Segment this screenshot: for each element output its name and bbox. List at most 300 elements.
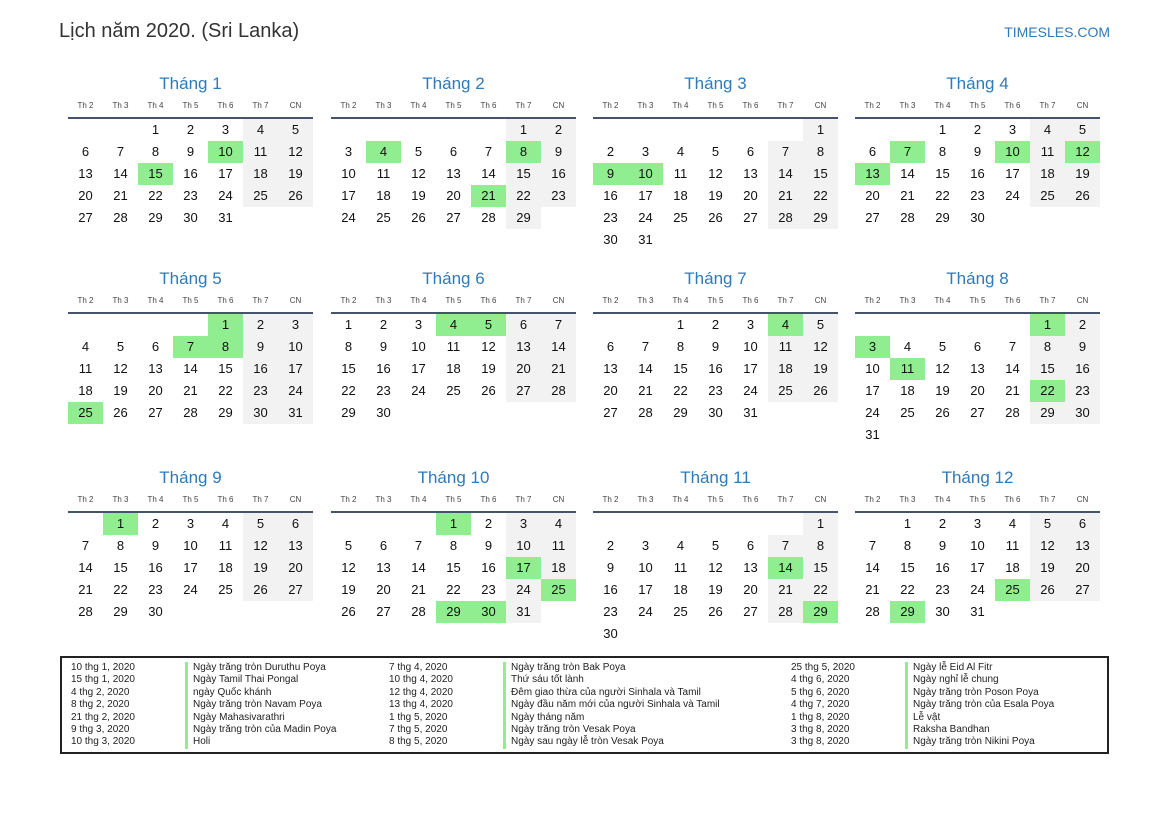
date-cell: 12 <box>935 361 950 376</box>
weekend-date: 2 <box>1065 314 1100 336</box>
weekday-header <box>68 99 313 113</box>
weekend-date: 11 <box>541 535 576 557</box>
date-cell: 10 <box>411 339 426 354</box>
date-cell: 21 <box>1005 383 1020 398</box>
date-cell: 6 <box>746 144 755 159</box>
month-calendar <box>855 467 1100 623</box>
date-cell: 6 <box>151 339 160 354</box>
date-cell: 17 <box>218 166 233 181</box>
weekend-date: 10 <box>506 535 541 557</box>
weekday-label: Th 2 <box>340 495 357 504</box>
date-cell: 12 <box>113 361 128 376</box>
date-cell: 19 <box>113 383 128 398</box>
week-row <box>68 601 313 623</box>
weekend-date: 8 <box>1030 336 1065 358</box>
date-cell: 8 <box>903 538 912 553</box>
date-cell: 22 <box>900 582 915 597</box>
holiday-entry <box>389 736 720 748</box>
date-cell: 9 <box>938 538 947 553</box>
month-calendar <box>68 268 313 424</box>
holiday-date-text: 13 thg 4, 2020 <box>389 699 453 711</box>
date-cell: 17 <box>1005 166 1020 181</box>
weekend-date: 21 <box>541 358 576 380</box>
weekday-label: CN <box>552 101 565 110</box>
week-row <box>855 513 1100 535</box>
date-cell: 26 <box>708 604 723 619</box>
date-cell: 14 <box>411 560 426 575</box>
week-row <box>593 207 838 229</box>
holiday-date: 15 <box>138 163 173 185</box>
week-row <box>331 535 576 557</box>
date-cell: 24 <box>970 582 985 597</box>
weekend-date: 22 <box>803 185 838 207</box>
date-cell: 9 <box>606 560 615 575</box>
holiday-entry <box>791 674 1054 686</box>
weekday-label: Th 7 <box>777 495 794 504</box>
date-cell: 11 <box>446 339 461 354</box>
weekday-label: Th 4 <box>934 296 951 305</box>
weekend-date: 16 <box>243 358 278 380</box>
week-row <box>68 380 313 402</box>
empty-cell <box>733 623 768 645</box>
empty-cell <box>278 207 313 229</box>
weekday-label: CN <box>289 296 302 305</box>
holiday-column <box>791 662 1054 749</box>
weekday-label: Th 6 <box>742 495 759 504</box>
weekend-date: 11 <box>1030 141 1065 163</box>
date-cell: 2 <box>711 317 720 332</box>
weekday-label: Th 3 <box>375 296 392 305</box>
weekday-label: Th 7 <box>777 101 794 110</box>
week-row <box>855 141 1100 163</box>
date-cell: 2 <box>379 317 388 332</box>
date-cell: 6 <box>868 144 877 159</box>
date-cell: 19 <box>481 361 496 376</box>
weekend-date: 12 <box>803 336 838 358</box>
date-cell: 24 <box>218 188 233 203</box>
holiday-date-text: 4 thg 7, 2020 <box>791 699 850 711</box>
holiday-date: 30 <box>471 601 506 623</box>
month-title: Tháng 5 <box>159 269 222 288</box>
date-cell: 29 <box>113 604 128 619</box>
date-cell: 2 <box>938 516 947 531</box>
date-cell: 20 <box>148 383 163 398</box>
holiday-date: 4 <box>768 314 803 336</box>
holiday-date: 7 <box>890 141 925 163</box>
holiday-column <box>389 662 720 749</box>
month-calendar <box>855 268 1100 446</box>
date-cell: 15 <box>900 560 915 575</box>
weekday-label: Th 7 <box>777 296 794 305</box>
date-cell: 23 <box>935 582 950 597</box>
holiday-entry <box>791 662 1054 674</box>
holiday-entry <box>71 736 336 748</box>
holiday-date-text: 7 thg 4, 2020 <box>389 662 448 673</box>
date-cell: 6 <box>379 538 388 553</box>
weekday-label: CN <box>289 101 302 110</box>
date-cell: 5 <box>711 144 720 159</box>
date-cell: 30 <box>183 210 198 225</box>
weekday-label: Th 5 <box>969 101 986 110</box>
week-row <box>593 513 838 535</box>
weekend-date: 25 <box>243 185 278 207</box>
week-row <box>68 141 313 163</box>
date-cell: 27 <box>970 405 985 420</box>
date-cell: 6 <box>606 339 615 354</box>
date-cell: 12 <box>411 166 426 181</box>
date-cell: 24 <box>638 210 653 225</box>
weekday-header <box>593 493 838 507</box>
empty-cell <box>471 119 506 141</box>
date-cell: 22 <box>218 383 233 398</box>
week-row <box>855 579 1100 601</box>
date-cell: 7 <box>414 538 423 553</box>
week-row <box>331 513 576 535</box>
holiday-date: 29 <box>436 601 471 623</box>
weekend-date: 15 <box>506 163 541 185</box>
date-cell: 16 <box>481 560 496 575</box>
holiday-date: 10 <box>628 163 663 185</box>
week-row <box>331 119 576 141</box>
month-title: Tháng 12 <box>941 468 1014 487</box>
holiday-entry <box>389 674 720 686</box>
weekday-label: Th 7 <box>252 296 269 305</box>
date-cell: 9 <box>186 144 195 159</box>
empty-cell <box>243 601 278 623</box>
date-cell: 20 <box>743 582 758 597</box>
week-row <box>855 601 1100 623</box>
week-row <box>68 207 313 229</box>
site-link[interactable]: TIMESLES.COM <box>1004 24 1110 40</box>
holiday-name: Ngày Mahasivarathri <box>185 712 285 724</box>
date-cell: 9 <box>973 144 982 159</box>
date-cell: 15 <box>446 560 461 575</box>
holiday-entry <box>791 724 1054 736</box>
holiday-date-text: 4 thg 2, 2020 <box>71 686 130 698</box>
empty-cell <box>173 314 208 336</box>
date-cell: 16 <box>183 166 198 181</box>
date-cell: 8 <box>151 144 160 159</box>
date-cell: 13 <box>78 166 93 181</box>
empty-cell <box>208 601 243 623</box>
date-cell: 19 <box>708 188 723 203</box>
holiday-date-text: 10 thg 1, 2020 <box>71 662 135 673</box>
weekend-date: 27 <box>1065 579 1100 601</box>
date-cell: 24 <box>865 405 880 420</box>
date-cell: 25 <box>673 210 688 225</box>
holiday-entry <box>389 662 720 674</box>
week-row <box>593 380 838 402</box>
weekday-label: Th 6 <box>742 101 759 110</box>
week-row <box>593 601 838 623</box>
date-cell: 8 <box>116 538 125 553</box>
page-title: Lịch năm 2020. (Sri Lanka) <box>59 20 300 42</box>
date-cell: 30 <box>603 232 618 247</box>
date-cell: 9 <box>711 339 720 354</box>
weekday-label: Th 4 <box>410 495 427 504</box>
weekday-label: Th 2 <box>77 101 94 110</box>
holiday-name: Đêm giao thừa của người Sinhala và Tamil <box>503 687 701 699</box>
date-cell: 28 <box>113 210 128 225</box>
holiday-date: 17 <box>506 557 541 579</box>
empty-cell <box>733 119 768 141</box>
date-cell: 30 <box>935 604 950 619</box>
weekend-date: 9 <box>541 141 576 163</box>
week-row <box>331 314 576 336</box>
weekday-label: Th 3 <box>899 101 916 110</box>
date-cell: 23 <box>148 582 163 597</box>
holiday-entry <box>71 674 336 686</box>
weekend-date: 12 <box>243 535 278 557</box>
empty-cell <box>138 314 173 336</box>
weekday-label: Th 4 <box>934 101 951 110</box>
weekend-date: 4 <box>541 513 576 535</box>
weekday-label: Th 5 <box>445 296 462 305</box>
date-cell: 11 <box>78 361 93 376</box>
date-cell: 25 <box>446 383 461 398</box>
week-row <box>855 358 1100 380</box>
empty-cell <box>103 119 138 141</box>
weekday-label: Th 2 <box>602 101 619 110</box>
holiday-name: ngày Quốc khánh <box>185 687 271 699</box>
date-cell: 30 <box>376 405 391 420</box>
date-cell: 4 <box>676 538 685 553</box>
weekend-date: 9 <box>243 336 278 358</box>
empty-cell <box>331 119 366 141</box>
week-row <box>593 185 838 207</box>
holiday-date: 11 <box>890 358 925 380</box>
empty-cell <box>1030 424 1065 446</box>
date-cell: 7 <box>868 538 877 553</box>
weekend-date: 18 <box>1030 163 1065 185</box>
weekday-label: CN <box>552 495 565 504</box>
weekend-date: 6 <box>1065 513 1100 535</box>
empty-cell <box>1065 207 1100 229</box>
holiday-date: 12 <box>1065 141 1100 163</box>
weekend-date: 28 <box>768 207 803 229</box>
date-cell: 21 <box>638 383 653 398</box>
date-cell: 14 <box>900 166 915 181</box>
date-cell: 25 <box>900 405 915 420</box>
weekend-date: 15 <box>803 557 838 579</box>
weekend-date: 11 <box>243 141 278 163</box>
holiday-name: Ngày trăng tròn Nikini Poya <box>905 736 1035 748</box>
date-cell: 30 <box>708 405 723 420</box>
empty-cell <box>925 424 960 446</box>
empty-cell <box>768 513 803 535</box>
weekend-date: 24 <box>278 380 313 402</box>
holiday-entry <box>791 712 1054 724</box>
weekend-date: 19 <box>1065 163 1100 185</box>
weekend-date: 7 <box>768 535 803 557</box>
date-cell: 28 <box>78 604 93 619</box>
empty-cell <box>995 314 1030 336</box>
date-cell: 17 <box>411 361 426 376</box>
date-cell: 29 <box>218 405 233 420</box>
weekend-date: 8 <box>803 535 838 557</box>
empty-cell <box>1030 207 1065 229</box>
date-cell: 22 <box>446 582 461 597</box>
holiday-name: Ngày đầu năm mới của người Sinhala và Tamil <box>503 699 720 711</box>
weekend-date: 5 <box>1030 513 1065 535</box>
weekday-label: Th 5 <box>445 101 462 110</box>
empty-cell <box>471 402 506 424</box>
weekend-date: 27 <box>278 579 313 601</box>
date-cell: 1 <box>676 317 685 332</box>
date-cell: 3 <box>186 516 195 531</box>
weekday-label: Th 6 <box>480 495 497 504</box>
weekend-date: 25 <box>768 380 803 402</box>
weekend-date: 12 <box>1030 535 1065 557</box>
weekday-label: Th 4 <box>147 495 164 504</box>
weekend-date: 22 <box>803 579 838 601</box>
date-cell: 18 <box>376 188 391 203</box>
holiday-name: Ngày trăng tròn Poson Poya <box>905 687 1039 699</box>
week-row <box>593 402 838 424</box>
month-calendar <box>331 73 576 229</box>
holiday-entry <box>791 699 1054 711</box>
date-cell: 12 <box>708 560 723 575</box>
week-row <box>331 402 576 424</box>
empty-cell <box>68 119 103 141</box>
month-title: Tháng 11 <box>680 468 751 487</box>
month-calendar <box>331 467 576 623</box>
empty-cell <box>803 229 838 251</box>
weekday-header <box>855 493 1100 507</box>
date-cell: 9 <box>151 538 160 553</box>
date-cell: 18 <box>673 582 688 597</box>
empty-cell <box>103 314 138 336</box>
holiday-date: 4 <box>436 314 471 336</box>
date-cell: 14 <box>183 361 198 376</box>
weekend-date: 17 <box>278 358 313 380</box>
date-cell: 30 <box>970 210 985 225</box>
date-cell: 5 <box>344 538 353 553</box>
date-cell: 18 <box>218 560 233 575</box>
empty-cell <box>855 513 890 535</box>
weekend-date: 21 <box>768 579 803 601</box>
date-cell: 20 <box>603 383 618 398</box>
date-cell: 27 <box>78 210 93 225</box>
date-cell: 7 <box>484 144 493 159</box>
week-row <box>331 579 576 601</box>
date-cell: 15 <box>113 560 128 575</box>
date-cell: 6 <box>973 339 982 354</box>
date-cell: 5 <box>938 339 947 354</box>
empty-cell <box>506 402 541 424</box>
date-cell: 29 <box>148 210 163 225</box>
date-cell: 21 <box>411 582 426 597</box>
weekday-label: Th 3 <box>637 296 654 305</box>
weekday-header <box>331 493 576 507</box>
weekend-date: 30 <box>1065 402 1100 424</box>
week-row <box>68 314 313 336</box>
week-row <box>593 163 838 185</box>
weekend-date: 19 <box>1030 557 1065 579</box>
holiday-date-text: 1 thg 5, 2020 <box>389 711 448 723</box>
weekday-label: Th 5 <box>182 296 199 305</box>
date-cell: 4 <box>221 516 230 531</box>
date-cell: 11 <box>1005 538 1020 553</box>
holiday-date: 29 <box>803 601 838 623</box>
weekday-label: Th 4 <box>410 101 427 110</box>
date-cell: 28 <box>1005 405 1020 420</box>
week-row <box>331 207 576 229</box>
month-title: Tháng 7 <box>684 269 747 288</box>
weekday-label: Th 7 <box>515 495 532 504</box>
weekend-date: 20 <box>1065 557 1100 579</box>
date-cell: 21 <box>113 188 128 203</box>
date-cell: 3 <box>746 317 755 332</box>
holiday-name: Ngày trăng tròn Navam Poya <box>185 699 322 711</box>
date-cell: 12 <box>341 560 356 575</box>
weekend-date: 1 <box>803 513 838 535</box>
empty-cell <box>698 623 733 645</box>
date-cell: 20 <box>865 188 880 203</box>
date-cell: 10 <box>970 538 985 553</box>
empty-cell <box>331 513 366 535</box>
date-cell: 19 <box>411 188 426 203</box>
date-cell: 30 <box>603 626 618 641</box>
date-cell: 4 <box>81 339 90 354</box>
month-calendar <box>593 73 838 251</box>
weekend-date: 13 <box>278 535 313 557</box>
date-cell: 16 <box>708 361 723 376</box>
weekday-label: Th 4 <box>147 296 164 305</box>
empty-cell <box>593 513 628 535</box>
weekend-date: 31 <box>506 601 541 623</box>
weekday-label: CN <box>552 296 565 305</box>
holiday-list <box>60 656 1109 754</box>
weekday-label: Th 6 <box>742 296 759 305</box>
holiday-date: 25 <box>995 579 1030 601</box>
date-cell: 2 <box>606 538 615 553</box>
weekday-label: Th 2 <box>864 296 881 305</box>
date-cell: 28 <box>481 210 496 225</box>
month-title: Tháng 1 <box>159 74 222 93</box>
date-cell: 19 <box>341 582 356 597</box>
week-row <box>855 207 1100 229</box>
weekday-label: Th 6 <box>1004 296 1021 305</box>
month-title: Tháng 2 <box>422 74 485 93</box>
date-cell: 14 <box>481 166 496 181</box>
weekday-header <box>331 294 576 308</box>
weekday-label: Th 2 <box>340 101 357 110</box>
weekend-date: 28 <box>768 601 803 623</box>
empty-cell <box>1030 601 1065 623</box>
week-row <box>593 557 838 579</box>
date-cell: 24 <box>1005 188 1020 203</box>
month-calendar <box>855 73 1100 229</box>
week-row <box>855 557 1100 579</box>
month-title: Tháng 4 <box>946 74 1009 93</box>
date-cell: 8 <box>676 339 685 354</box>
date-cell: 23 <box>708 383 723 398</box>
date-cell: 26 <box>341 604 356 619</box>
date-cell: 7 <box>1008 339 1017 354</box>
month-title: Tháng 3 <box>684 74 747 93</box>
date-cell: 1 <box>151 122 160 137</box>
date-cell: 1 <box>903 516 912 531</box>
weekday-label: Th 7 <box>1039 101 1056 110</box>
date-cell: 3 <box>641 538 650 553</box>
empty-cell <box>541 601 576 623</box>
holiday-date: 8 <box>208 336 243 358</box>
weekend-date: 6 <box>506 314 541 336</box>
date-cell: 7 <box>81 538 90 553</box>
holiday-date-text: 21 thg 2, 2020 <box>71 711 135 723</box>
date-cell: 13 <box>148 361 163 376</box>
